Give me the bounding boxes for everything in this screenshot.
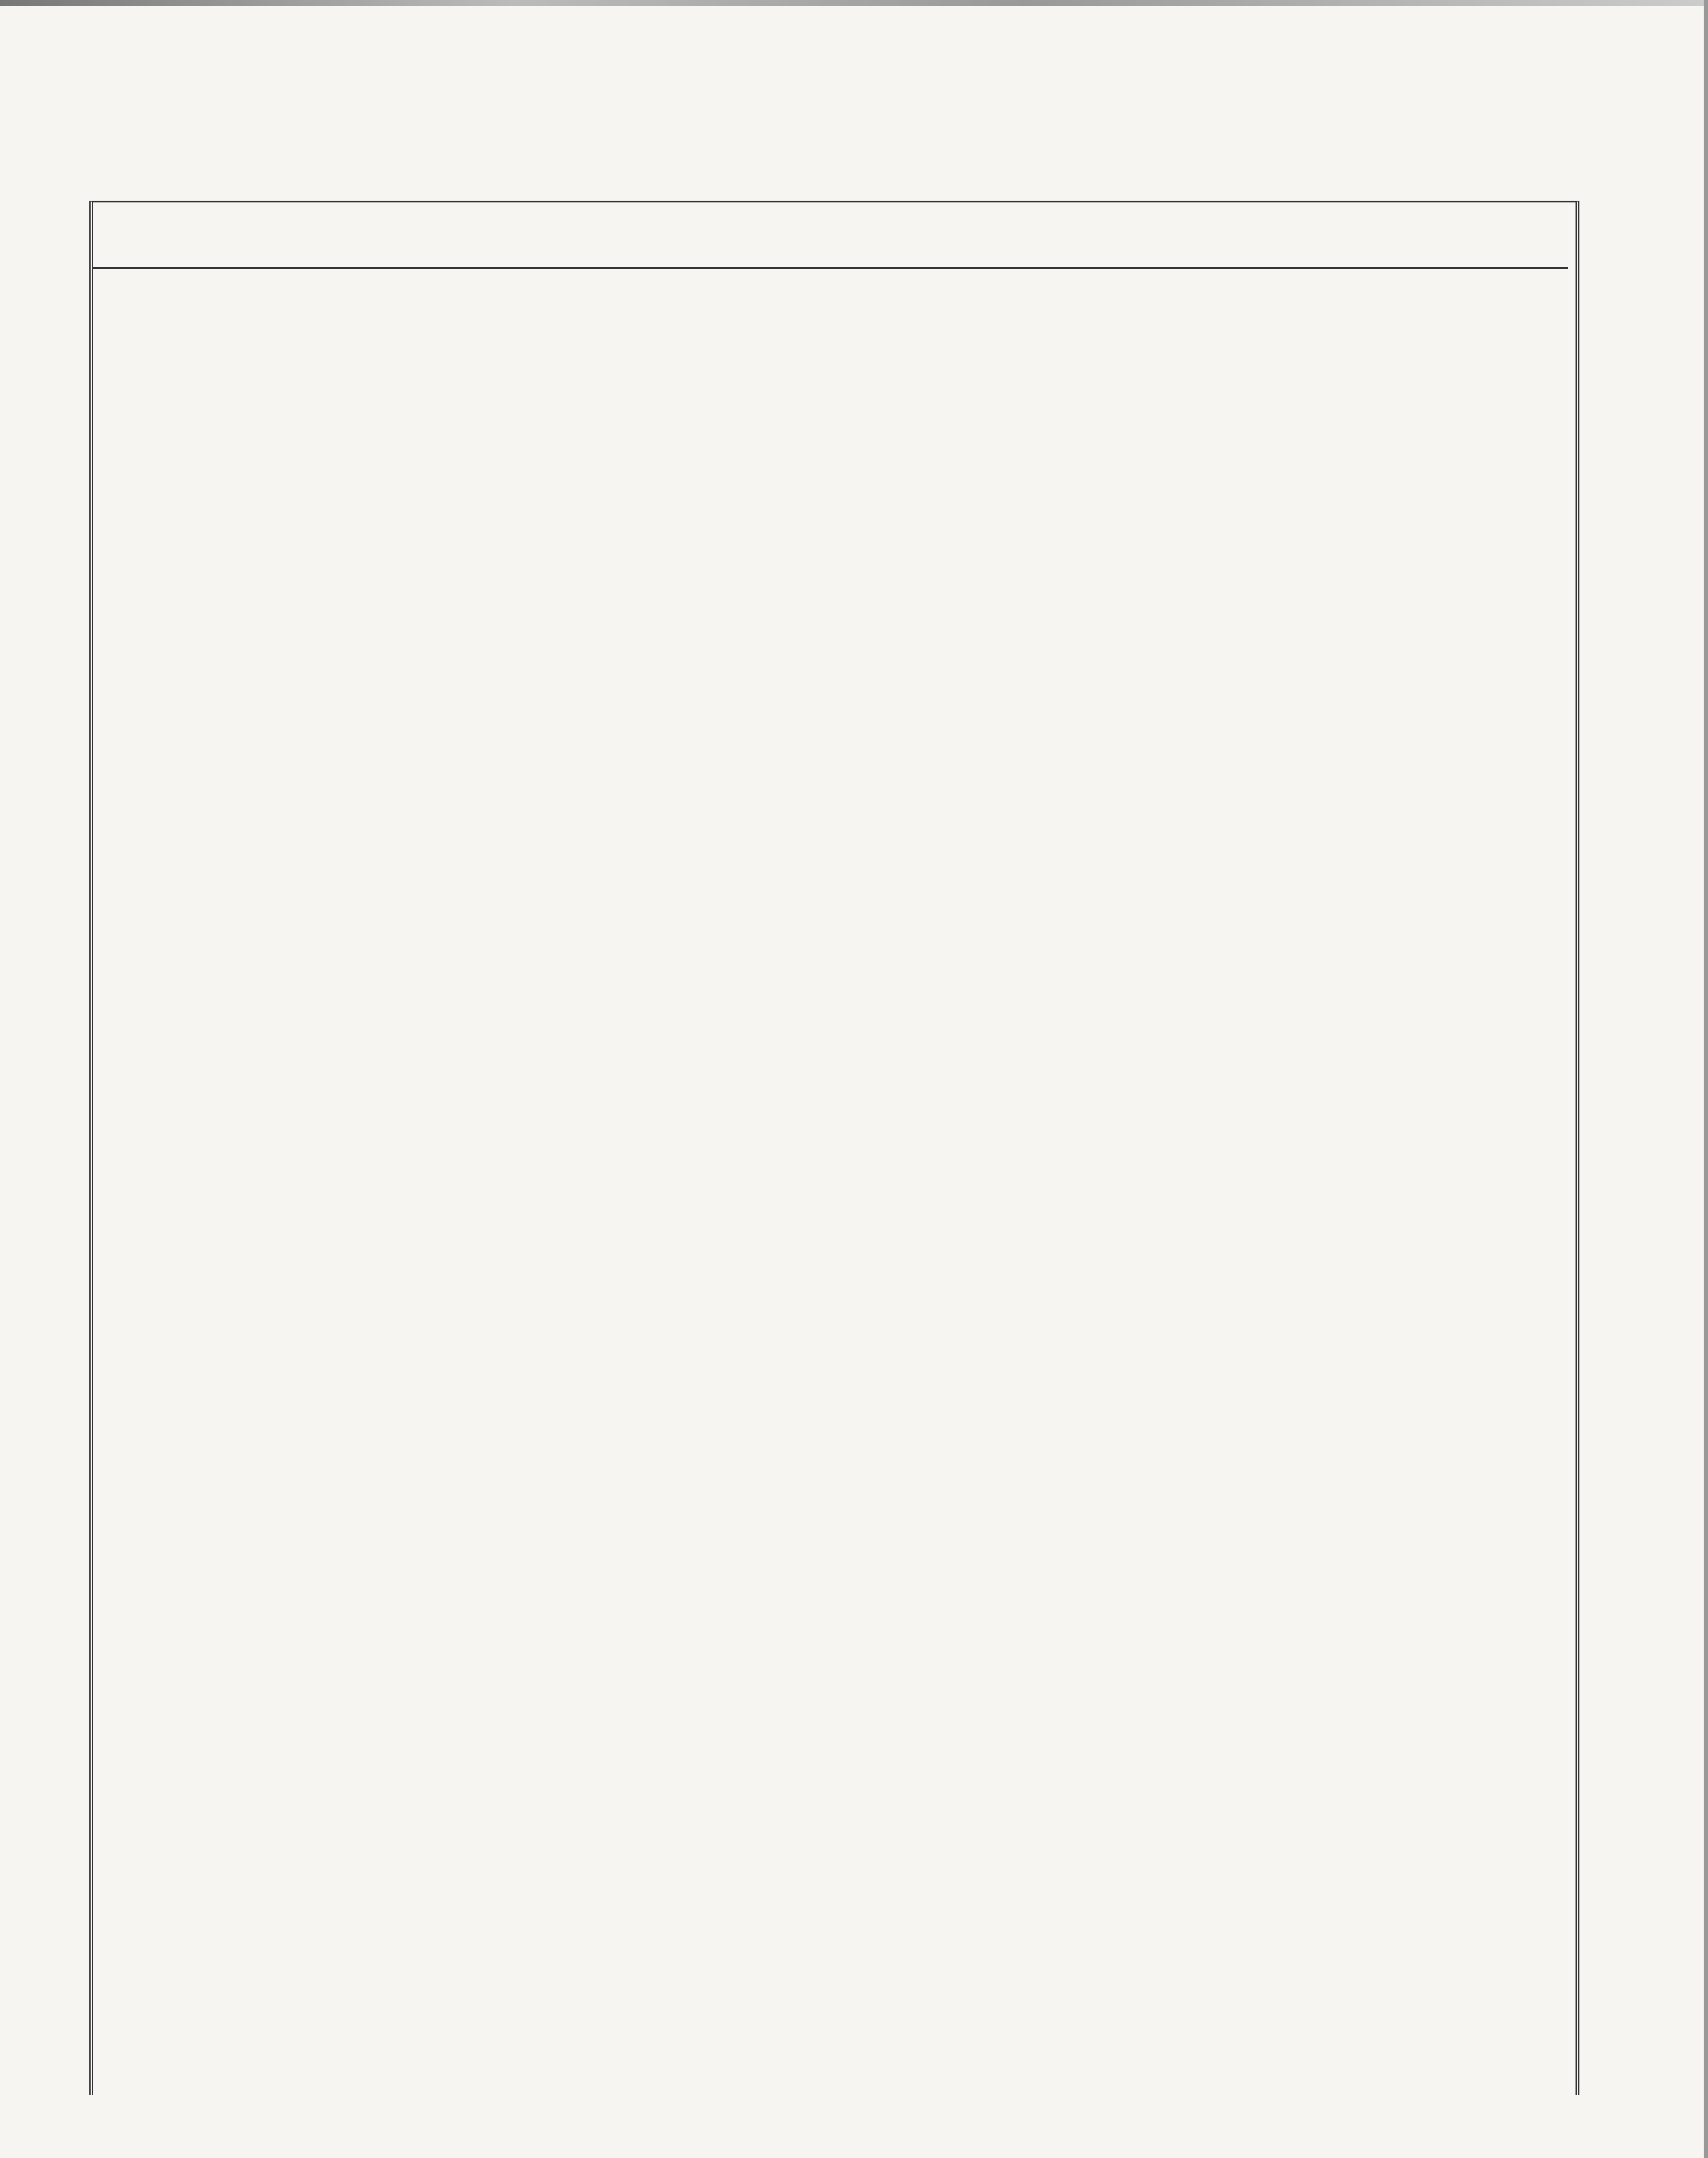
scan-top-edge	[0, 0, 1708, 6]
table-frame	[89, 201, 1579, 2095]
table-header	[93, 202, 1568, 269]
scan-right-edge	[1704, 0, 1708, 2158]
